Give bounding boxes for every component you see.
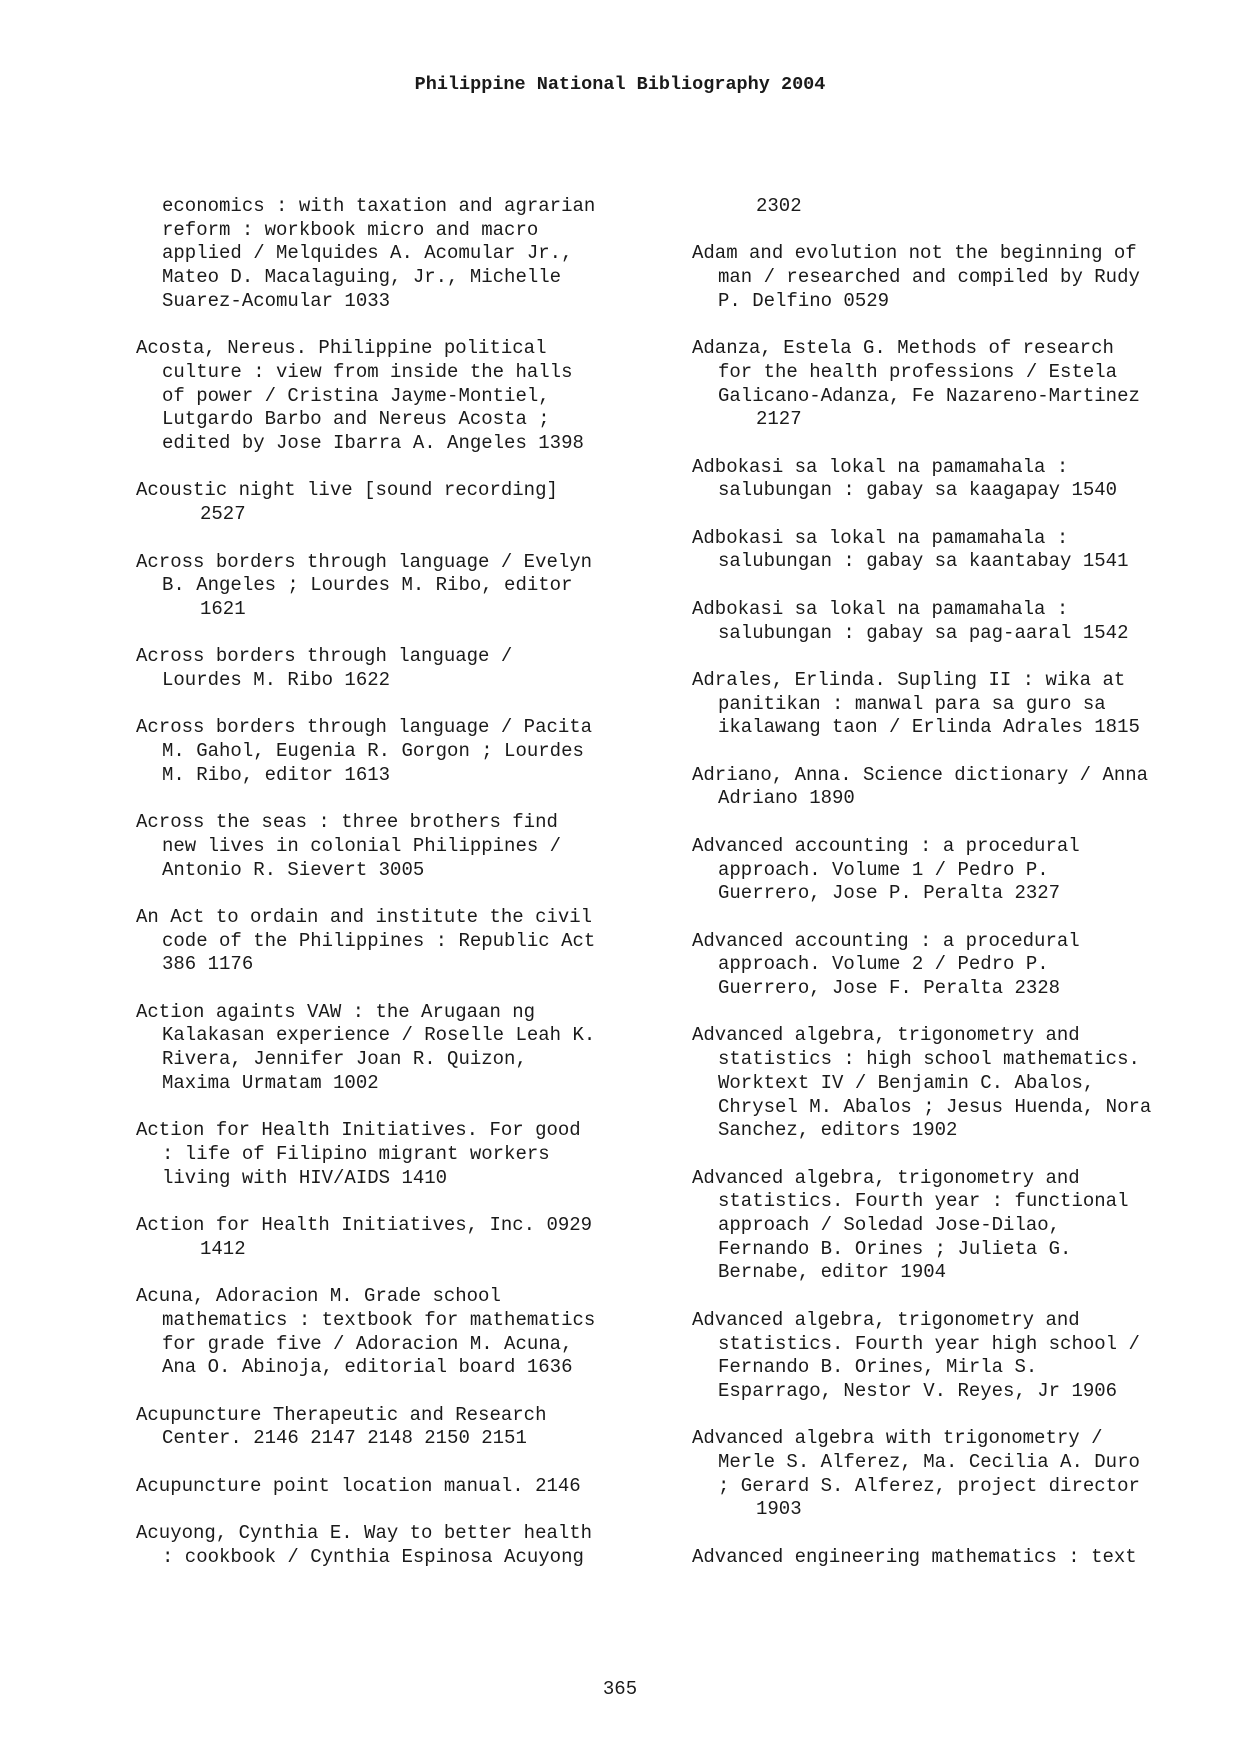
bibliography-entry xyxy=(136,551,676,622)
entry-line: Mateo D. Macalaguing, Jr., Michelle xyxy=(162,266,562,289)
bibliography-entry xyxy=(136,1119,676,1190)
entry-line: Rivera, Jennifer Joan R. Quizon, xyxy=(162,1048,527,1071)
bibliography-entry xyxy=(692,1024,1232,1143)
entry-line: Center. 2146 2147 2148 2150 2151 xyxy=(162,1427,527,1450)
entry-line: Across borders through language / xyxy=(136,645,513,668)
entry-line: Adam and evolution not the beginning of xyxy=(692,242,1137,265)
entry-line: approach. Volume 2 / Pedro P. xyxy=(718,953,1049,976)
entry-line: mathematics : textbook for mathematics xyxy=(162,1308,596,1331)
entry-line: Fernando B. Orines, Mirla S. xyxy=(718,1356,1038,1379)
bibliography-entry xyxy=(136,1001,676,1096)
entry-line: Lutgardo Barbo and Nereus Acosta ; xyxy=(162,408,550,431)
bibliography-entry xyxy=(692,337,1232,432)
entry-line: for the health professions / Estela xyxy=(718,360,1118,383)
entry-line: Guerrero, Jose P. Peralta 2327 xyxy=(718,882,1061,905)
entry-line: Esparrago, Nestor V. Reyes, Jr 1906 xyxy=(718,1379,1118,1402)
entry-line: Adbokasi sa lokal na pamamahala : xyxy=(692,526,1069,549)
bibliography-entry xyxy=(136,811,676,882)
entry-line: applied / Melquides A. Acomular Jr., xyxy=(162,242,573,265)
entry-line: Advanced algebra with trigonometry / xyxy=(692,1427,1103,1450)
entry-line: P. Delfino 0529 xyxy=(718,289,890,312)
entry-line: statistics : high school mathematics. xyxy=(718,1048,1140,1071)
entry-line: Advanced algebra, trigonometry and xyxy=(692,1024,1080,1047)
entry-line: Kalakasan experience / Roselle Leah K. xyxy=(162,1024,596,1047)
entry-line: Acupuncture Therapeutic and Research xyxy=(136,1403,547,1426)
entry-line: Advanced algebra, trigonometry and xyxy=(692,1166,1080,1189)
entry-line: statistics. Fourth year high school / xyxy=(718,1332,1140,1355)
entry-line: panitikan : manwal para sa guro sa xyxy=(718,692,1106,715)
entry-line: approach. Volume 1 / Pedro P. xyxy=(718,858,1049,881)
entry-line: M. Gahol, Eugenia R. Gorgon ; Lourdes xyxy=(162,740,584,763)
entry-line: Adanza, Estela G. Methods of research xyxy=(692,337,1114,360)
bibliography-entry xyxy=(692,1546,1232,1570)
entry-line: statistics. Fourth year : functional xyxy=(718,1190,1129,1213)
entry-line: Acupuncture point location manual. 2146 xyxy=(136,1474,581,1497)
entry-line: Advanced engineering mathematics : text xyxy=(692,1545,1137,1568)
entry-line: code of the Philippines : Republic Act xyxy=(162,929,596,952)
entry-line: Acuna, Adoracion M. Grade school xyxy=(136,1285,501,1308)
entry-line: Ana O. Abinoja, editorial board 1636 xyxy=(162,1356,573,1379)
bibliography-entry xyxy=(692,195,1232,219)
entry-line: reform : workbook micro and macro xyxy=(162,218,539,241)
bibliography-entry xyxy=(136,716,676,787)
entry-line: Chrysel M. Abalos ; Jesus Huenda, Nora xyxy=(718,1095,1152,1118)
bibliography-entry xyxy=(692,1309,1232,1404)
entry-line: Advanced accounting : a procedural xyxy=(692,834,1080,857)
entry-line: Acuyong, Cynthia E. Way to better health xyxy=(136,1522,593,1545)
page-number: 365 xyxy=(602,1678,638,1700)
entry-line: Adbokasi sa lokal na pamamahala : xyxy=(692,455,1069,478)
bibliography-entry xyxy=(136,1404,676,1451)
entry-line: B. Angeles ; Lourdes M. Ribo, editor xyxy=(162,574,573,597)
entry-line: Fernando B. Orines ; Julieta G. xyxy=(718,1237,1072,1260)
entry-line: Merle S. Alferez, Ma. Cecilia A. Duro xyxy=(718,1451,1140,1474)
entry-line: Across borders through language / Evelyn xyxy=(136,550,593,573)
entry-line: Across the seas : three brothers find xyxy=(136,811,558,834)
entry-line: Action againts VAW : the Arugaan ng xyxy=(136,1000,536,1023)
entry-line: Adriano 1890 xyxy=(718,787,855,810)
entry-number: 2527 xyxy=(200,503,246,526)
entry-line: for grade five / Adoracion M. Acuna, xyxy=(162,1332,573,1355)
entry-line: : cookbook / Cynthia Espinosa Acuyong xyxy=(162,1545,584,1568)
entry-line: culture : view from inside the halls xyxy=(162,360,573,383)
bibliography-entry xyxy=(692,669,1232,740)
bibliography-column-left xyxy=(136,195,676,1593)
bibliography-entry xyxy=(136,1475,676,1499)
entry-line: Bernabe, editor 1904 xyxy=(718,1261,947,1284)
entry-line: Acosta, Nereus. Philippine political xyxy=(136,337,547,360)
bibliography-entry xyxy=(136,1214,676,1261)
entry-number: 1903 xyxy=(756,1498,802,1521)
bibliography-entry xyxy=(136,195,676,314)
bibliography-entry xyxy=(136,479,676,526)
entry-line: Advanced accounting : a procedural xyxy=(692,929,1080,952)
entry-line: ikalawang taon / Erlinda Adrales 1815 xyxy=(718,716,1140,739)
entry-line: salubungan : gabay sa kaagapay 1540 xyxy=(718,479,1118,502)
entry-number: 1621 xyxy=(200,597,246,620)
entry-line: Across borders through language / Pacita xyxy=(136,716,593,739)
bibliography-entry xyxy=(136,645,676,692)
entry-number: 2127 xyxy=(756,408,802,431)
entry-line: Acoustic night live [sound recording] xyxy=(136,479,558,502)
entry-line: : life of Filipino migrant workers xyxy=(162,1142,550,1165)
entry-line: man / researched and compiled by Rudy xyxy=(718,266,1140,289)
bibliography-entry xyxy=(692,598,1232,645)
entry-line: living with HIV/AIDS 1410 xyxy=(162,1166,448,1189)
entry-line: ; Gerard S. Alferez, project director xyxy=(718,1474,1140,1497)
page-title: Philippine National Bibliography 2004 xyxy=(414,74,826,95)
entry-line: economics : with taxation and agrarian xyxy=(162,195,596,217)
bibliography-entry xyxy=(136,1285,676,1380)
bibliography-entry xyxy=(692,764,1232,811)
bibliography-entry xyxy=(692,835,1232,906)
entry-line: Adbokasi sa lokal na pamamahala : xyxy=(692,597,1069,620)
entry-line: Lourdes M. Ribo 1622 xyxy=(162,669,391,691)
entry-line: Adrales, Erlinda. Supling II : wika at xyxy=(692,668,1126,691)
bibliography-entry xyxy=(692,1427,1232,1522)
entry-line: new lives in colonial Philippines / xyxy=(162,834,562,857)
bibliography-entry xyxy=(136,337,676,456)
entry-line: approach / Soledad Jose-Dilao, xyxy=(718,1214,1061,1237)
bibliography-entry xyxy=(136,1522,676,1569)
entry-line: edited by Jose Ibarra A. Angeles 1398 xyxy=(162,432,584,455)
entry-line: of power / Cristina Jayme-Montiel, xyxy=(162,384,550,407)
bibliography-column-right xyxy=(692,195,1232,1593)
entry-line: 386 1176 xyxy=(162,953,254,976)
entry-line: Suarez-Acomular 1033 xyxy=(162,289,391,312)
entry-line: Sanchez, editors 1902 xyxy=(718,1119,958,1142)
entry-line: Worktext IV / Benjamin C. Abalos, xyxy=(718,1071,1095,1094)
entry-line: M. Ribo, editor 1613 xyxy=(162,763,391,786)
entry-line: salubungan : gabay sa kaantabay 1541 xyxy=(718,550,1129,573)
entry-line: Maxima Urmatam 1002 xyxy=(162,1071,379,1094)
entry-line: An Act to ordain and institute the civil xyxy=(136,905,593,928)
entry-line: Guerrero, Jose F. Peralta 2328 xyxy=(718,977,1061,1000)
bibliography-entry xyxy=(692,456,1232,503)
entry-line: Action for Health Initiatives. For good xyxy=(136,1119,581,1142)
entry-number: 1412 xyxy=(200,1237,246,1260)
bibliography-entry xyxy=(692,242,1232,313)
entry-line: salubungan : gabay sa pag-aaral 1542 xyxy=(718,621,1129,644)
bibliography-entry xyxy=(692,527,1232,574)
entry-line: Action for Health Initiatives, Inc. 0929 xyxy=(136,1214,593,1237)
entry-line: Antonio R. Sievert 3005 xyxy=(162,858,425,881)
bibliography-entry xyxy=(136,906,676,977)
entry-line: Adriano, Anna. Science dictionary / Anna xyxy=(692,763,1149,786)
entry-line: 2302 xyxy=(756,195,802,217)
bibliography-entry xyxy=(692,930,1232,1001)
entry-line: Galicano-Adanza, Fe Nazareno-Martinez xyxy=(718,384,1140,407)
bibliography-entry xyxy=(692,1167,1232,1286)
entry-line: Advanced algebra, trigonometry and xyxy=(692,1308,1080,1331)
